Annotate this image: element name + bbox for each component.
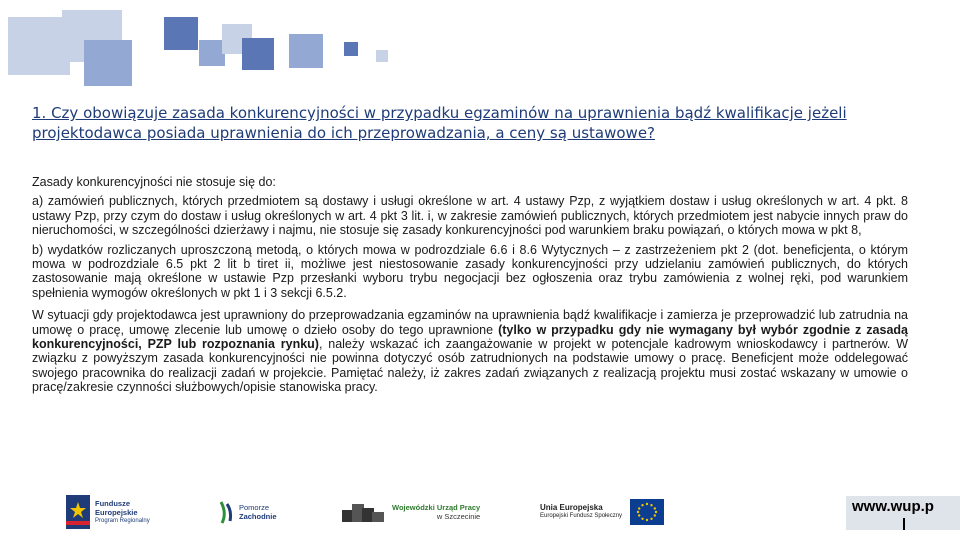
fe-line1: Fundusze: [95, 498, 130, 508]
wup-line1: Wojewódzki Urząd Pracy: [392, 503, 481, 512]
decor-square: [164, 17, 198, 50]
point-a: a) zamówień publicznych, których przedmiotem są dostawy i usługi określone w art. 4 ustawy Pzp, z wyjątkiem dostaw i usług określonych w art. 4 pkt. 8 ustawy Pzp, przy czym do dostaw i usług określonych w art. 4 pkt 3 lit. i, w zakresie zamówień publicznych, których przedmiotem jest nabycie innych praw do nieruchomości, w szczególności dzierżawy i najmu, nie stosuje się zasady konkurencyjności pod warunkiem braku powiązań, o których mowa w pkt 8,: [32, 194, 908, 238]
decor-square: [242, 38, 274, 70]
website-url[interactable]: [846, 496, 960, 530]
decor-square: [289, 34, 323, 68]
slide-body: [32, 175, 908, 400]
fundusze-europejskie-logo: [66, 490, 150, 534]
explanation-text-cont: , należy wskazać ich zaangażowanie w projekt w potencjale kadrowym wnioskodawcy i partnerów. W związku z powyższym zasada konkurencyjności nie powinna dotyczyć osób zatrudnionych na podstawie umowy o pracę. Beneficjent może oddelegować swojego pracownika do realizacji zadań w projekcie. Pamiętać należy, iż zakres zadań związanych z realizacją projektu musi zostać wskazany w umowie o pracę/zakresie czynności służbowych/opisie stanowiska pracy.: [32, 337, 908, 395]
wup-blocks-icon: [342, 500, 386, 524]
unia-europejska-logo: [540, 490, 664, 534]
ue-line1: Unia Europejska: [540, 503, 603, 512]
pz-line1: Pomorze: [239, 503, 270, 512]
point-b: b) wydatków rozliczanych uproszczoną metodą, o których mowa w podrozdziale 6.6 i 8.6 Wytycznych – z zastrzeżeniem pkt 2 (dot. beneficjenta, o którym mowa w podrozdziale 6.5 pkt 2 lit b tiret ii, możliwe jest niestosowanie zasady konkurencyjności przy udzielaniu zamówień publicznych, do których zastosowanie mają określone w ustawie Pzp przesłanki wyboru trybu negocjacji bez ogłoszenia oraz trybu zamówienia z wolnej ręki, pod warunkiem spełnienia wymogów określonych w pkt 1 i 3 sekcji 6.5.2.: [32, 242, 908, 300]
decor-square: [84, 40, 132, 86]
logo-strip: [60, 490, 840, 534]
explanation-bold-text: (tylko w przypadku gdy nie wymagany był wybór zgodnie z zasadą konkurencyjności, PZP lub rozpoznania rynku): [32, 322, 908, 352]
fe-line3: Program Regionalny: [95, 517, 150, 524]
ue-line2: Europejski Fundusz Społeczny: [540, 513, 623, 519]
explanation-text: W sytuacji gdy projektodawca jest uprawniony do przeprowadzania egzaminów na uprawnienia bądź kwalifikacje i zamierza je przeprowadzić lub zatrudnia na umowę o pracę, umowę zlecenie lub umowę o dzieło osoby do tego uprawnione: [32, 308, 908, 337]
pomorze-zachodnie-logo: [218, 490, 277, 534]
text-cursor: [903, 518, 905, 530]
eu-flag-icon: [630, 499, 664, 525]
wup-logo: [342, 490, 480, 534]
wup-line2: w Szczecinie: [436, 512, 481, 521]
pz-line2: Zachodnie: [239, 512, 277, 521]
intro-text: Zasady konkurencyjności nie stosuje się do:: [32, 175, 276, 189]
pz-figure-icon: [218, 499, 236, 525]
fe-star-icon: [66, 495, 90, 529]
decor-square: [8, 17, 70, 75]
url-text[interactable]: www.wup.p: [852, 498, 934, 515]
slide-title: 1. Czy obowiązuje zasada konkurencyjności w przypadku egzaminów na uprawnienia bądź kwalifikacje jeżeli projektodawca posiada uprawnienia do ich przeprowadzania, a ceny są ustawowe?: [32, 104, 847, 142]
decor-square: [376, 50, 388, 62]
explanation-paragraph: [32, 308, 908, 394]
decor-square: [344, 42, 358, 56]
fe-line2: Europejskie: [95, 507, 138, 517]
